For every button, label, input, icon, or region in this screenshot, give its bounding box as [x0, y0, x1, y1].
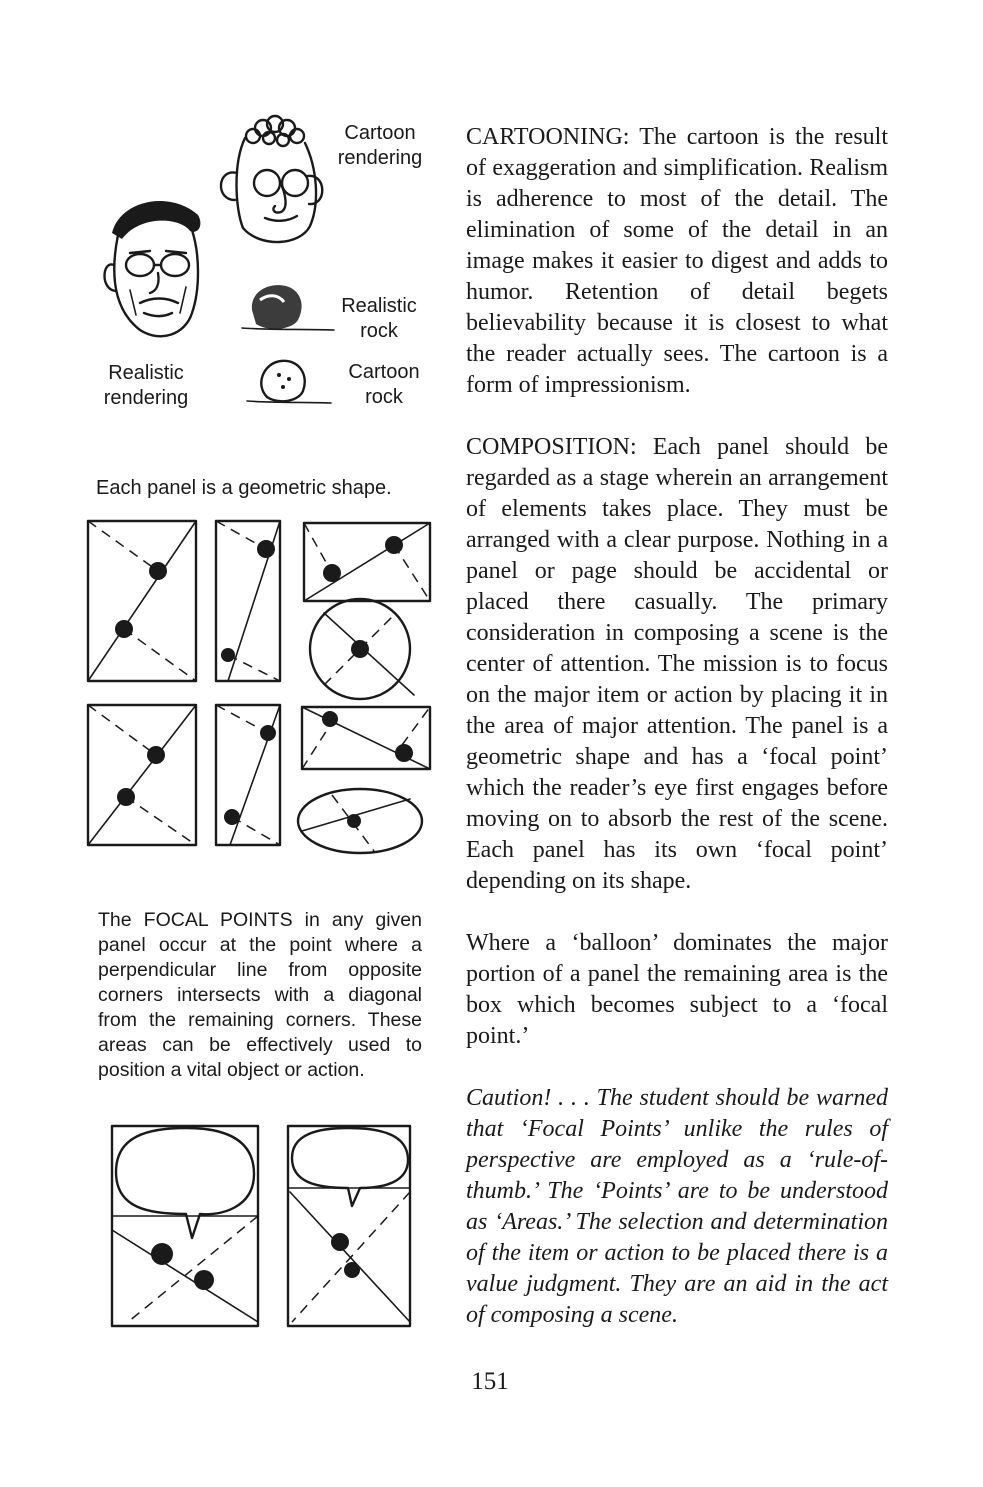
composition-paragraph: COMPOSITION: Each panel should be regarded as a stage wherein an arrangement of elements takes place. They must be arranged with a clear purpose. Nothing in a panel or page should be accidental or placed there casually. The primary consideration in composing a scene is the center of attention. The mission is to focus on the major item or action by placing it in the area of major attention. The panel is a geometric shape and has a ‘focal point’ which the reader’s eye first engages before moving on to absorb the rest of the scene. Each panel has its own ‘focal point’ depending on its shape.	[466, 434, 888, 894]
balloon-paragraph: Where a ‘balloon’ dominates the major portion of a panel the remaining area is the box which becomes subject to a ‘focal point.’	[466, 930, 888, 1049]
panel-wide-rectangle-2	[302, 707, 430, 769]
panel-tall-rectangle-2	[88, 705, 196, 845]
panel-narrow-vertical-1	[216, 521, 280, 681]
focal-points-caption: The FOCAL POINTS in any given panel occur at the point where a perpendicular line from opposite corners intersects with a diagonal from the remaining corners. These areas can be effectively used to position a vital object or action.	[98, 909, 422, 1081]
panel-wide-rectangle-1	[304, 523, 430, 601]
panel-circle-1	[310, 599, 414, 699]
cartoon-rock-illustration	[245, 355, 335, 410]
balloon-panel-right	[288, 1126, 410, 1326]
balloon-panel-left	[112, 1126, 258, 1326]
balloon-panels-diagram	[108, 1122, 418, 1332]
panel-shapes-diagram	[84, 515, 434, 850]
cartooning-paragraph: CARTOONING: The cartoon is the result of exaggeration and simplification. Realism is adherence to most of the detail. The elimination of some of the detail in an image makes it easier to digest and adds to humor. Retention of detail begets believability because it is closest to what the reader actually sees. The cartoon is a form of impressionism.	[466, 124, 888, 398]
realistic-head-illustration	[100, 195, 210, 345]
label-cartoon-rendering: Cartoon rendering	[337, 122, 423, 169]
label-cartoon-rock: Cartoon rock	[348, 361, 420, 408]
label-realistic-rendering: Realistic rendering	[103, 362, 189, 409]
cartoon-head-illustration	[205, 118, 330, 258]
caution-paragraph: Caution! . . . The student should be warned that ‘Focal Points’ unlike the rules of perspective are employed as a ‘rule-of-thumb.’ The ‘Points’ are to be understood as ‘Areas.’ The selection and determination of the item or action to be placed there is a value judgment. They are an aid in the act of composing a scene.	[466, 1085, 888, 1328]
label-realistic-rock: Realistic rock	[341, 295, 417, 342]
panels-heading: Each panel is a geometric shape.	[96, 477, 392, 499]
page-number: 151	[471, 1368, 509, 1395]
realistic-rock-illustration	[238, 280, 338, 340]
panel-narrow-vertical-2	[216, 705, 280, 845]
panel-tall-rectangle-1	[88, 521, 196, 681]
panel-ellipse-1	[298, 789, 422, 853]
